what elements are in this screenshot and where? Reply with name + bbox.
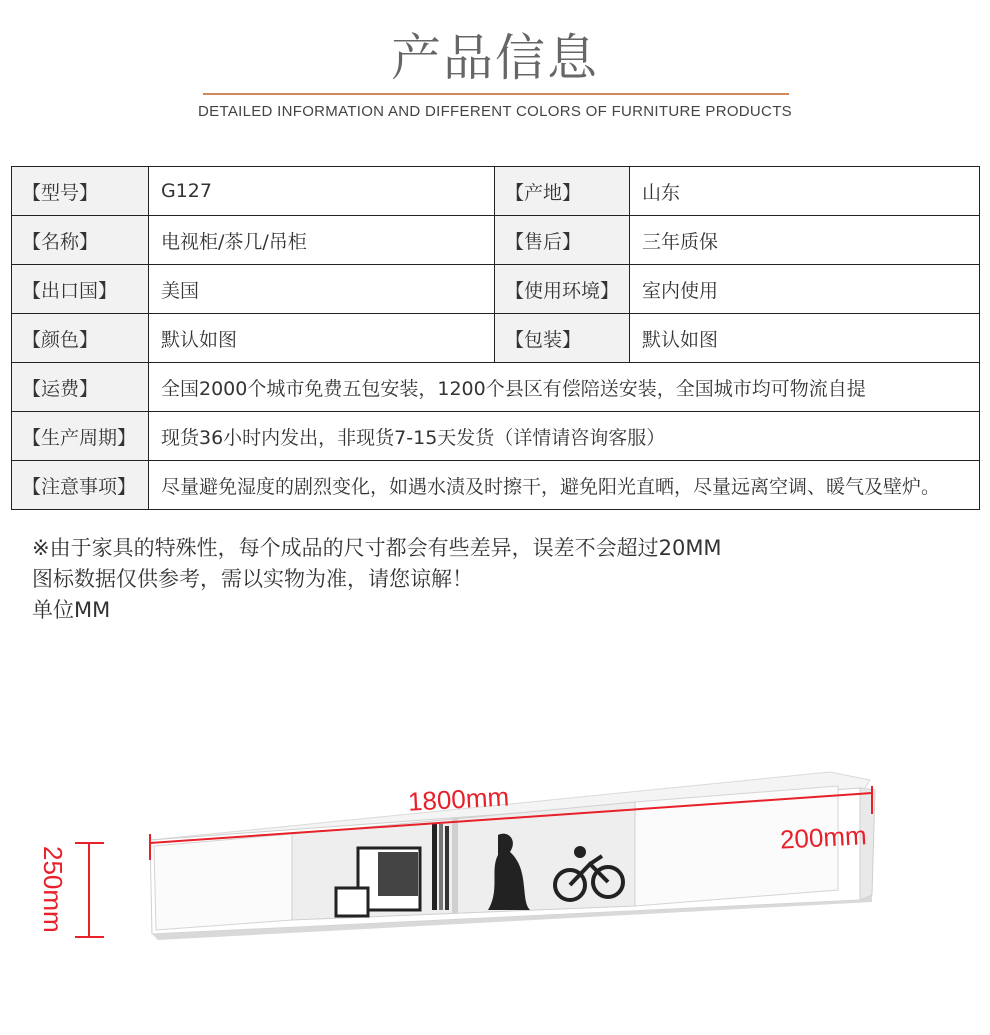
spec-value-color: 默认如图 [149,314,495,363]
note-line: 图标数据仅供参考，需以实物为准，请您谅解！ [32,567,473,591]
table-row [12,216,980,265]
spec-key-cycle: 【生产周期】 [12,412,149,461]
spec-key-environment: 【使用环境】 [495,265,630,314]
spec-value-notice: 尽量避免湿度的剧烈变化，如遇水渍及时擦干，避免阳光直晒，尽量远离空调、暖气及壁炉。 [149,461,980,510]
table-row [12,314,980,363]
note-line: 单位MM [32,598,111,622]
spec-key-model: 【型号】 [12,167,149,216]
spec-value-aftersale: 三年质保 [630,216,980,265]
page-subtitle: DETAILED INFORMATION AND DIFFERENT COLORS OF FURNITURE PRODUCTS [198,103,792,120]
product-dimension-diagram [30,760,930,990]
spec-key-packaging: 【包装】 [495,314,630,363]
note-line: ※由于家具的特殊性，每个成品的尺寸都会有些差异，误差不会超过20MM [32,536,722,560]
spec-value-name: 电视柜/茶几/吊柜 [149,216,495,265]
table-row [12,167,980,216]
spec-value-packaging: 默认如图 [630,314,980,363]
page-title: 产品信息 [391,29,599,87]
spec-key-color: 【颜色】 [12,314,149,363]
spec-value-origin: 山东 [630,167,980,216]
spec-table [11,166,980,510]
spec-key-origin: 【产地】 [495,167,630,216]
table-row [12,461,980,510]
spec-value-export: 美国 [149,265,495,314]
spec-key-aftersale: 【售后】 [495,216,630,265]
spec-value-cycle: 现货36小时内发出，非现货7-15天发货（详情请咨询客服） [149,412,980,461]
spec-key-shipping: 【运费】 [12,363,149,412]
disclaimer-notes [32,533,722,626]
table-row [12,412,980,461]
spec-key-export: 【出口国】 [12,265,149,314]
depth-dimension [779,820,867,854]
title-divider [203,93,789,95]
spec-key-notice: 【注意事项】 [12,461,149,510]
depth-label: 200mm [779,820,868,855]
spec-value-environment: 室内使用 [630,265,980,314]
table-row [12,363,980,412]
height-label: 250mm [38,846,68,933]
spec-value-model: G127 [149,167,495,216]
height-dimension [38,843,104,937]
spec-key-name: 【名称】 [12,216,149,265]
cabinet-illustration [150,772,875,940]
spec-value-shipping: 全国2000个城市免费五包安装，1200个县区有偿陪送安装，全国城市均可物流自提 [149,363,980,412]
table-row [12,265,980,314]
width-label: 1800mm [407,781,510,817]
